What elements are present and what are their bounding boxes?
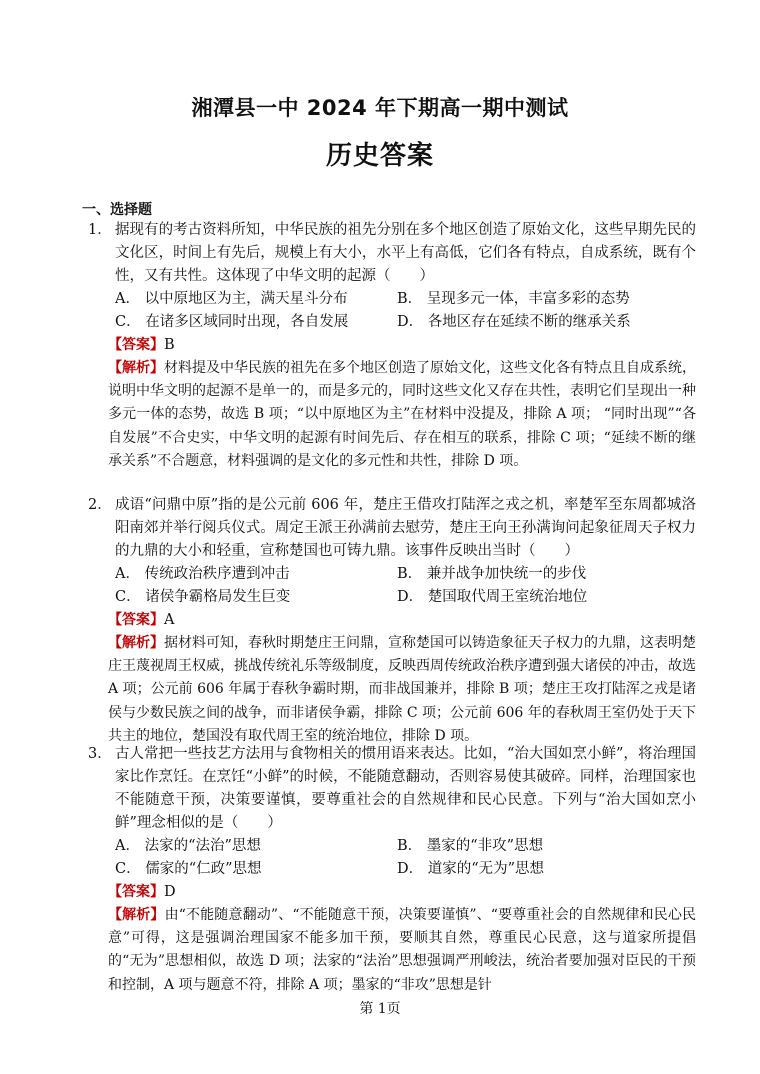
options bbox=[115, 563, 696, 609]
option-d: D． 各地区存在延续不断的继承关系 bbox=[397, 314, 631, 330]
question-1 bbox=[88, 219, 696, 473]
analysis-block bbox=[108, 357, 696, 473]
option-a: A． 传统政治秩序遭到冲击 bbox=[115, 566, 290, 582]
question-number: 3． bbox=[88, 746, 112, 762]
option-b: B． 兼并战争加快统一的步伐 bbox=[397, 566, 587, 582]
analysis-block bbox=[108, 904, 696, 997]
answer-value: A bbox=[164, 612, 175, 628]
option-c: C． 诸侯争霸格局发生巨变 bbox=[115, 589, 291, 605]
option-b: B． 墨家的“非攻”思想 bbox=[397, 838, 544, 854]
question-stem: 据现有的考古资料所知，中华民族的祖先分别在多个地区创造了原始文化，这些早期先民的文化区，时间上有先后，规模上有大小，水平上有高低，它们各有特点，自成系统，既有个性，又有共性。这体现了中华文明的起源（ ） bbox=[115, 222, 696, 284]
option-a: A． 以中原地区为主，满天星斗分布 bbox=[115, 291, 348, 307]
option-c: C． 儒家的“仁政”思想 bbox=[115, 861, 262, 877]
question-2 bbox=[88, 494, 696, 748]
answer-line bbox=[108, 881, 696, 904]
option-a: A． 法家的“法治”思想 bbox=[115, 838, 261, 854]
answer-tag: 【答案】 bbox=[108, 612, 164, 628]
question-number: 2． bbox=[88, 497, 112, 513]
question-3 bbox=[88, 743, 696, 997]
analysis-tag: 【解析】 bbox=[108, 360, 164, 376]
document-subtitle: 历史答案 bbox=[325, 141, 434, 171]
answer-value: D bbox=[164, 884, 176, 900]
answer-line bbox=[108, 334, 696, 357]
analysis-text: 材料提及中华民族的祖先在多个地区创造了原始文化，这些文化各有特点且自成系统，说明中华文明的起源不是单一的，而是多元的，同时这些文化又存在共性，表明它们呈现出一种多元一体的态势，故选 B 项；“以中原地区为主”在材料中没提及，排除 A 项； “同时出现”“各自发展”不合史实，中华文明的起源有时间先后、存在相互的联系，排除 C 项；“延续不断的继承关系”不合题意，材料强调的是文化的多元性和共性，排除 D 项。 bbox=[108, 360, 696, 469]
answer-tag: 【答案】 bbox=[108, 884, 164, 900]
section-heading: 一、选择题 bbox=[82, 202, 152, 218]
option-d: D． 楚国取代周王室统治地位 bbox=[397, 589, 588, 605]
answer-tag: 【答案】 bbox=[108, 337, 164, 353]
option-c: C． 在诸多区域同时出现，各自发展 bbox=[115, 314, 349, 330]
page-number: 第 1页 bbox=[359, 1001, 401, 1017]
answer-value: B bbox=[164, 337, 175, 353]
options bbox=[115, 288, 696, 334]
analysis-text: 由“不能随意翻动”、“不能随意干预，决策要谨慎”、“要尊重社会的自然规律和民心民意”可得，这是强调治理国家不能多加干预，要顺其自然，尊重民心民意，这与道家所提倡的“无为”思想相似，故选 D 项；法家的“法治”思想强调严刑峻法，统治者要加强对臣民的干预和控制，A 项与题意不符，排除 A 项；墨家的“非攻”思想是针 bbox=[108, 907, 696, 993]
question-stem: 成语“问鼎中原”指的是公元前 606 年，楚庄王借攻打陆浑之戎之机，率楚军至东周都城洛阳南郊并举行阅兵仪式。周定王派王孙满前去慰劳，楚庄王向王孙满询问起象征周天子权力的九鼎的大小和轻重，宣称楚国也可铸九鼎。该事件反映出当时（ ） bbox=[115, 497, 696, 559]
option-b: B． 呈现多元一体，丰富多彩的态势 bbox=[397, 291, 630, 307]
analysis-text: 据材料可知，春秋时期楚庄王问鼎，宣称楚国可以铸造象征天子权力的九鼎，这表明楚庄王蔑视周王权威，挑战传统礼乐等级制度，反映西周传统政治秩序遭到强大诸侯的冲击，故选 A 项；公元前 606 年属于春秋争霸时期，而非战国兼并，排除 B 项；楚庄王攻打陆浑之戎是诸侯与少数民族之间的战争，而非诸侯争霸，排除 C 项；公元前 606 年的春秋周王室仍处于天下共主的地位，楚国没有取代周王室的统治地位，排除 D 项。 bbox=[108, 635, 696, 744]
options bbox=[115, 835, 696, 881]
question-stem: 古人常把一些技艺方法用与食物相关的惯用语来表达。比如，“治大国如烹小鲜”，将治理国家比作烹饪。在烹饪“小鲜”的时候，不能随意翻动，否则容易使其破碎。同样，治理国家也不能随意干预，决策要谨慎，要尊重社会的自然规律和民心民意。下列与“治大国如烹小鲜”理念相似的是（ ） bbox=[115, 746, 696, 831]
analysis-tag: 【解析】 bbox=[108, 907, 165, 923]
answer-line bbox=[108, 609, 696, 632]
option-d: D． 道家的“无为”思想 bbox=[397, 861, 545, 877]
question-number: 1． bbox=[88, 222, 112, 238]
analysis-block bbox=[108, 632, 696, 748]
document-title: 湘潭县一中 2024 年下期高一期中测试 bbox=[191, 96, 569, 120]
analysis-tag: 【解析】 bbox=[108, 635, 164, 651]
